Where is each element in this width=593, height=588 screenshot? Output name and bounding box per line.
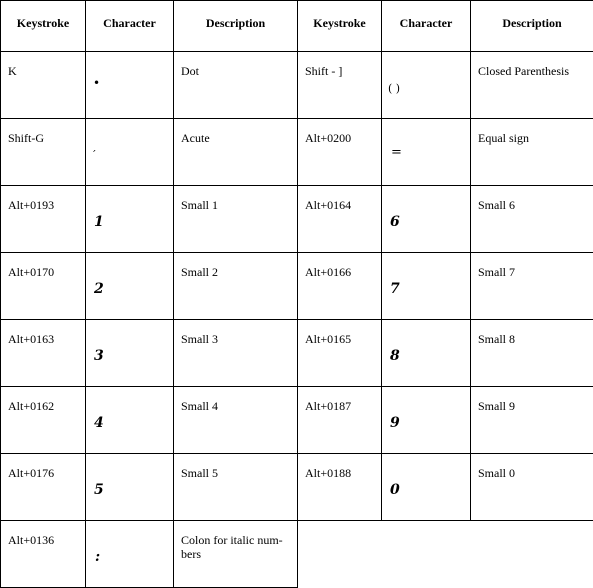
character-cell: = [391,146,402,160]
description-cell: Small 1 [181,198,293,212]
table-row [1,186,593,253]
description-cell: Small 9 [478,399,589,413]
character-cell: 5 [94,483,104,497]
keystroke-cell: Shift-G [8,131,81,145]
empty-cell [382,521,471,588]
character-cell: • [93,76,100,90]
description-cell: Small 0 [478,466,589,480]
header-character: Character [382,1,471,52]
character-cell: 0 [390,483,400,497]
keystroke-cell: Alt+0166 [305,265,377,279]
description-cell: Equal sign [478,131,589,145]
description-cell: Colon for italic num-bers [181,533,287,561]
table-row [1,119,593,186]
character-cell: 9 [390,416,400,430]
keystroke-cell: Shift - ] [305,64,377,78]
character-cell: 7 [390,282,400,296]
keystroke-cell: Alt+0170 [8,265,81,279]
description-cell: Acute [181,131,293,145]
description-cell: Dot [181,64,293,78]
header-description: Description [174,1,298,52]
character-cell: 2 [94,282,104,296]
header-keystroke: Keystroke [298,1,382,52]
character-cell: ( ) [388,82,400,96]
keystroke-cell: Alt+0176 [8,466,81,480]
keystroke-cell: Alt+0188 [305,466,377,480]
keystroke-cell: Alt+0136 [8,533,81,547]
character-cell: : [95,550,100,564]
keystroke-cell: K [8,64,81,78]
empty-cell [471,521,593,588]
description-cell: Small 3 [181,332,293,346]
keystroke-cell: Alt+0200 [305,131,377,145]
table-row [1,253,593,320]
keystroke-cell: Alt+0187 [305,399,377,413]
header-keystroke: Keystroke [1,1,86,52]
description-cell: Small 8 [478,332,589,346]
header-description: Description [471,1,593,52]
character-cell: 3 [94,349,104,363]
character-cell: 1 [94,215,104,229]
character-cell: 8 [390,349,400,363]
description-cell: Small 5 [181,466,293,480]
keystroke-cell: Alt+0193 [8,198,81,212]
keystroke-cell: Alt+0162 [8,399,81,413]
description-cell: Closed Parenthesis [478,64,589,78]
description-cell: Small 7 [478,265,589,279]
header-character: Character [86,1,174,52]
table-row [1,387,593,454]
keystroke-cell: Alt+0165 [305,332,377,346]
table-row [1,320,593,387]
table-row [1,521,593,588]
description-cell: Small 4 [181,399,293,413]
keystroke-cell: Alt+0163 [8,332,81,346]
header-row [1,1,593,52]
character-cell: ´ [91,149,97,163]
character-cell: 6 [390,215,400,229]
table-row [1,454,593,521]
description-cell: Small 6 [478,198,589,212]
table-row [1,52,593,119]
description-cell: Small 2 [181,265,293,279]
character-cell: 4 [94,416,104,430]
keystroke-cell: Alt+0164 [305,198,377,212]
empty-cell [298,521,382,588]
